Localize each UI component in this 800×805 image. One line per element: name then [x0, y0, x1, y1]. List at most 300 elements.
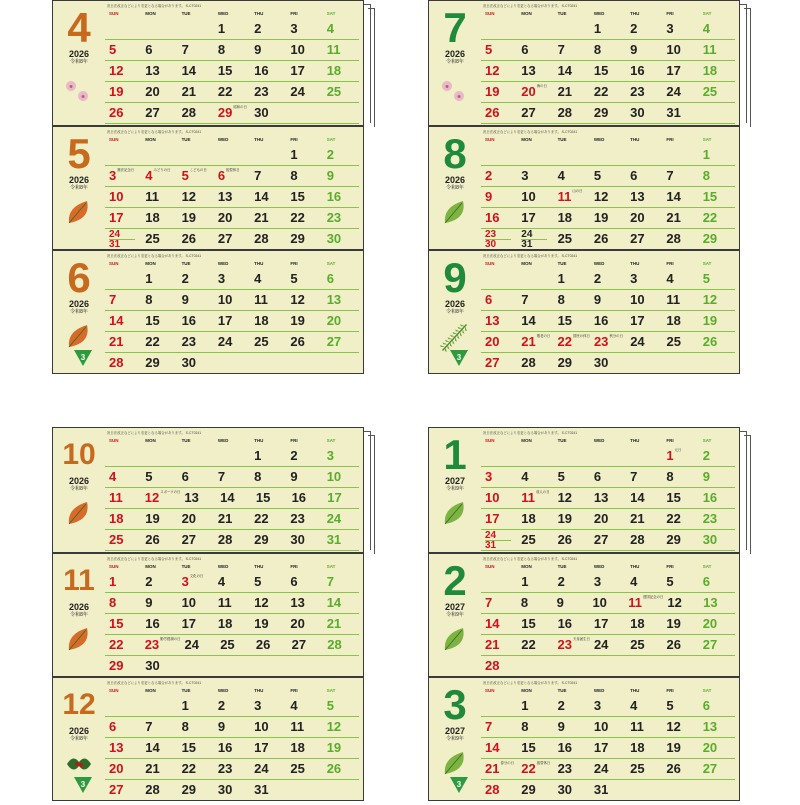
day-cell [323, 166, 359, 186]
holiday-name: 山の日 [572, 189, 583, 193]
day-cell [554, 290, 590, 310]
day-number: 7 [630, 469, 638, 484]
day-number: 29 [593, 105, 609, 120]
day-cell [662, 446, 698, 466]
fine-print: 祝日法改正などにより変更となる場合があります。 S-CT0241 [483, 130, 578, 134]
day-number: 3 [217, 271, 226, 286]
day-number: 5 [593, 168, 602, 183]
weekday-label: THU [254, 564, 264, 569]
day-grid [105, 11, 359, 124]
day-cell [141, 467, 177, 487]
day-cell [141, 780, 177, 800]
day-cell [286, 593, 322, 613]
day-cell [178, 103, 214, 123]
fine-print: 祝日法改正などにより変更となる場合があります。 S-CT0241 [107, 130, 202, 134]
day-cell [105, 530, 141, 550]
day-number: 17 [630, 313, 645, 328]
day-cell [699, 82, 735, 102]
day-number: 20 [702, 740, 718, 755]
day-cell [626, 467, 662, 487]
day-number: 13 [109, 740, 124, 755]
day-cell [626, 229, 662, 249]
day-number: 17 [485, 511, 500, 526]
month-header [53, 554, 103, 676]
weekday-label: SUN [109, 261, 119, 266]
day-grid [481, 137, 735, 250]
day-cell [323, 290, 359, 310]
day-cell [699, 488, 735, 508]
day-cell [141, 187, 177, 207]
weekday-label: SAT [326, 564, 336, 569]
day-number: 12 [557, 490, 573, 505]
week-row [481, 696, 735, 717]
week-row [481, 572, 735, 593]
day-number: 17 [217, 313, 233, 328]
weekday-label: WED [593, 261, 605, 266]
day-cell [481, 530, 517, 550]
year-label: 2027 [444, 726, 466, 736]
day-number: 8 [666, 469, 674, 484]
weekday-label: SUN [485, 11, 495, 16]
day-number: 15 [521, 616, 536, 631]
day-cell [250, 229, 286, 249]
day-number: 15 [109, 616, 124, 631]
era-label: 令和8年 [70, 309, 88, 315]
week-row [481, 187, 735, 208]
weekday-label: FRI [290, 564, 298, 569]
day-number: 4 [557, 168, 565, 183]
day-cell [178, 61, 214, 81]
weekday-label: TUE [181, 11, 191, 16]
day-number: 7 [145, 719, 153, 734]
day-number: 10 [593, 719, 609, 734]
day-cell [699, 332, 735, 352]
day-cell [699, 717, 735, 737]
day-grid [105, 564, 359, 677]
day-number: 5 [702, 271, 710, 286]
day-cell [214, 717, 250, 737]
weekday-label: SAT [326, 438, 336, 443]
day-cell [662, 530, 698, 550]
day-number: 13 [702, 719, 718, 734]
day-number: 28 [666, 231, 681, 246]
day-cell [250, 290, 286, 310]
day-cell [663, 593, 699, 613]
weekday-label: SUN [485, 564, 495, 569]
brand-logo-icon [73, 776, 93, 794]
week-row [481, 738, 735, 759]
day-number: 2 [145, 574, 153, 589]
day-cell [105, 780, 141, 800]
day-grid [481, 438, 735, 551]
day-cell [214, 509, 250, 529]
weekday-label: WED [593, 688, 605, 693]
day-number: 6 [702, 698, 710, 713]
day-number: 30 [145, 658, 160, 673]
day-cell [662, 61, 698, 81]
day-cell [105, 82, 141, 102]
day-cell [214, 656, 250, 676]
week-row [105, 40, 359, 61]
day-grid [481, 688, 735, 801]
day-cell [141, 103, 177, 123]
day-cell [662, 467, 698, 487]
weekday-label: WED [593, 564, 605, 569]
day-cell [626, 311, 662, 331]
day-number: 29 [181, 782, 197, 797]
fine-print: 祝日法改正などにより変更となる場合があります。 S-CT0241 [107, 681, 202, 685]
day-cell [105, 208, 141, 228]
weekday-label: MON [145, 688, 156, 693]
quarter-1 [52, 0, 374, 378]
weekday-header [105, 688, 359, 696]
day-cell [105, 467, 141, 487]
day-cell [481, 738, 517, 758]
day-cell [699, 759, 735, 779]
day-cell [323, 187, 359, 207]
day-cell [481, 656, 517, 676]
day-cell [481, 61, 517, 81]
day-cell [517, 187, 553, 207]
day-number: 27 [181, 532, 197, 547]
day-number: 8 [109, 595, 117, 610]
day-cell [286, 353, 322, 373]
day-cell [141, 614, 177, 634]
day-number: 3 [181, 574, 189, 589]
day-cell [588, 593, 624, 613]
day-cell [141, 635, 181, 655]
day-cell [323, 103, 359, 123]
day-number: 28 [485, 782, 500, 797]
day-number: 28 [327, 637, 342, 652]
day-number: 7 [254, 168, 262, 183]
day-cell [178, 269, 214, 289]
day-cell [699, 229, 735, 249]
year-label: 2027 [444, 602, 466, 612]
weekday-label: SUN [109, 438, 119, 443]
day-number: 29 [666, 532, 681, 547]
month-header [429, 678, 479, 800]
weekday-label: SAT [702, 11, 712, 16]
day-number: 30 [702, 532, 718, 547]
day-number: 27 [291, 637, 307, 652]
day-cell [286, 467, 322, 487]
day-cell [286, 269, 322, 289]
day-cell [250, 40, 286, 60]
week-row [481, 509, 735, 530]
day-cell [178, 19, 214, 39]
day-cell [481, 759, 517, 779]
leaf-icon [439, 624, 471, 656]
day-cell [141, 353, 177, 373]
day-number: 26 [557, 532, 573, 547]
year-label: 2026 [68, 299, 90, 309]
day-number: 9 [290, 469, 298, 484]
day-grid [105, 137, 359, 250]
day-number: 17 [521, 210, 536, 225]
day-number: 2 [217, 698, 226, 713]
day-number: 10 [666, 42, 681, 57]
day-number: 31 [593, 782, 609, 797]
day-number: 12 [290, 292, 305, 307]
day-cell [554, 40, 590, 60]
day-cell [288, 635, 324, 655]
day-cell [481, 593, 517, 613]
day-number: 21 [217, 511, 233, 526]
day-number: 31 [485, 540, 511, 550]
day-cell [105, 229, 141, 249]
day-cell [481, 229, 517, 249]
weekday-label: FRI [290, 438, 298, 443]
day-number: 4 [666, 271, 674, 286]
day-number: 15 [255, 490, 271, 505]
day-number: 22 [521, 761, 536, 776]
day-cell [286, 572, 322, 592]
week-row [105, 759, 359, 780]
day-cell [699, 509, 735, 529]
day-cell [590, 82, 626, 102]
day-cell [699, 467, 735, 487]
brand-logo-icon [449, 776, 469, 794]
day-number: 5 [485, 42, 493, 57]
holiday-name: 海の日 [536, 84, 547, 88]
day-number: 25 [666, 334, 681, 349]
week-row [105, 332, 359, 353]
day-cell [554, 509, 590, 529]
day-number: 25 [290, 761, 305, 776]
day-cell [554, 145, 590, 165]
weekday-label: WED [217, 688, 229, 693]
quarter-3 [52, 427, 374, 805]
day-number: 8 [290, 168, 298, 183]
day-number: 7 [521, 292, 529, 307]
quarter-2 [428, 0, 750, 378]
month-page-1 [428, 427, 740, 553]
weekday-label: TUE [181, 261, 191, 266]
day-number: 22 [254, 511, 269, 526]
day-cell [286, 311, 322, 331]
day-number: 12 [593, 189, 609, 204]
day-cell [214, 40, 250, 60]
day-number: 8 [217, 42, 226, 57]
day-cell [323, 635, 359, 655]
weekday-label: MON [521, 688, 532, 693]
day-cell [590, 656, 626, 676]
day-cell [141, 229, 177, 249]
day-cell [590, 635, 626, 655]
day-number: 3 [109, 168, 117, 183]
day-cell [105, 759, 141, 779]
weekday-label: WED [217, 564, 229, 569]
week-row [105, 635, 359, 656]
day-number: 3 [485, 469, 493, 484]
day-number: 30 [254, 105, 269, 120]
weekday-label: FRI [666, 564, 674, 569]
day-cell [626, 759, 662, 779]
day-number: 24 [593, 637, 609, 652]
day-cell [590, 145, 626, 165]
day-number: 26 [290, 334, 305, 349]
weekday-label: SUN [109, 11, 119, 16]
svg-text:3: 3 [456, 780, 462, 789]
day-number: 19 [145, 511, 160, 526]
day-cell [699, 290, 735, 310]
day-cell [554, 467, 590, 487]
day-number: 15 [666, 490, 681, 505]
day-cell [590, 488, 626, 508]
day-cell [626, 696, 662, 716]
era-label: 令和8年 [70, 486, 88, 492]
day-number: 27 [593, 532, 609, 547]
day-cell [286, 187, 322, 207]
day-cell [250, 103, 286, 123]
day-cell [590, 467, 626, 487]
day-cell [554, 446, 590, 466]
weekday-header [481, 564, 735, 572]
week-row [481, 311, 735, 332]
day-cell [286, 19, 322, 39]
day-cell [178, 696, 214, 716]
weekday-label: MON [521, 261, 532, 266]
day-cell [323, 61, 359, 81]
day-cell [590, 19, 626, 39]
fine-print: 祝日法改正などにより変更となる場合があります。 S-CT0241 [483, 557, 578, 561]
week-row [105, 717, 359, 738]
day-number: 25 [220, 637, 235, 652]
day-cell [662, 332, 698, 352]
week-row [481, 332, 735, 353]
day-number: 5 [254, 574, 262, 589]
day-cell [286, 738, 322, 758]
day-cell [252, 635, 288, 655]
day-cell [105, 61, 141, 81]
weekday-header [105, 137, 359, 145]
weekday-label: SAT [326, 688, 336, 693]
day-cell [626, 269, 662, 289]
day-number: 23 [144, 637, 160, 652]
weekday-label: THU [630, 438, 640, 443]
day-number: 26 [666, 637, 681, 652]
day-number: 22 [181, 761, 197, 776]
day-cell [105, 290, 141, 310]
day-cell [481, 290, 517, 310]
day-cell [481, 635, 517, 655]
day-number: 10 [326, 469, 342, 484]
day-number: 30 [217, 782, 233, 797]
day-cell [214, 593, 250, 613]
day-cell [214, 467, 250, 487]
day-cell [626, 208, 662, 228]
month-header [429, 127, 479, 249]
day-number: 13 [184, 490, 199, 505]
month-header [429, 554, 479, 676]
day-cell [662, 269, 698, 289]
day-number: 18 [109, 511, 124, 526]
day-number: 10 [630, 292, 645, 307]
day-number: 10 [290, 42, 305, 57]
day-cell [517, 40, 553, 60]
day-cell [105, 635, 141, 655]
day-number: 3 [593, 698, 602, 713]
day-cell [105, 311, 141, 331]
day-cell [178, 208, 214, 228]
day-number: 10 [217, 292, 233, 307]
day-cell [481, 353, 517, 373]
day-cell [214, 145, 250, 165]
day-number: 18 [666, 313, 681, 328]
day-cell [481, 780, 517, 800]
day-number: 2 [557, 698, 565, 713]
day-number: 16 [254, 63, 269, 78]
fine-print: 祝日法改正などにより変更となる場合があります。 S-CT0241 [483, 431, 578, 435]
day-grid [481, 564, 735, 677]
day-cell [517, 738, 553, 758]
day-cell [699, 40, 735, 60]
day-cell [554, 269, 590, 289]
day-cell [517, 759, 553, 779]
day-cell [626, 82, 662, 102]
day-cell [554, 229, 590, 249]
day-number: 27 [326, 334, 342, 349]
holiday-name: 憲法記念日 [117, 168, 135, 172]
day-cell [250, 530, 286, 550]
holiday-name: 成人の日 [536, 490, 550, 494]
day-cell [286, 509, 322, 529]
day-cell [481, 311, 517, 331]
weekday-label: MON [145, 564, 156, 569]
day-number: 1 [521, 574, 529, 589]
day-number: 29 [290, 231, 305, 246]
day-cell [214, 103, 250, 123]
day-cell [517, 656, 553, 676]
day-number: 1 [181, 698, 189, 713]
day-cell [481, 145, 517, 165]
era-label: 令和9年 [446, 486, 464, 492]
day-number: 19 [557, 511, 573, 526]
day-cell [141, 738, 177, 758]
day-cell [517, 780, 553, 800]
day-cell [554, 488, 590, 508]
day-number: 8 [254, 469, 262, 484]
day-number: 17 [181, 616, 197, 631]
day-cell [250, 780, 286, 800]
day-cell [590, 311, 626, 331]
day-number: 3 [290, 21, 298, 36]
day-cell [141, 311, 177, 331]
week-row [105, 229, 359, 250]
day-number: 1 [666, 448, 674, 463]
day-cell [323, 82, 359, 102]
day-cell [214, 696, 250, 716]
day-number: 27 [109, 782, 124, 797]
week-row [105, 187, 359, 208]
weekday-label: SUN [485, 261, 495, 266]
week-row [105, 509, 359, 530]
day-number: 11 [557, 189, 572, 204]
day-number: 7 [217, 469, 226, 484]
day-cell [554, 208, 590, 228]
day-cell [250, 353, 286, 373]
day-number: 14 [485, 740, 500, 755]
day-number: 22 [521, 637, 536, 652]
day-number: 28 [217, 532, 233, 547]
day-cell [250, 593, 286, 613]
day-cell [481, 509, 517, 529]
day-cell [323, 696, 359, 716]
week-row [105, 738, 359, 759]
day-number: 20 [326, 313, 342, 328]
day-number: 8 [557, 292, 565, 307]
